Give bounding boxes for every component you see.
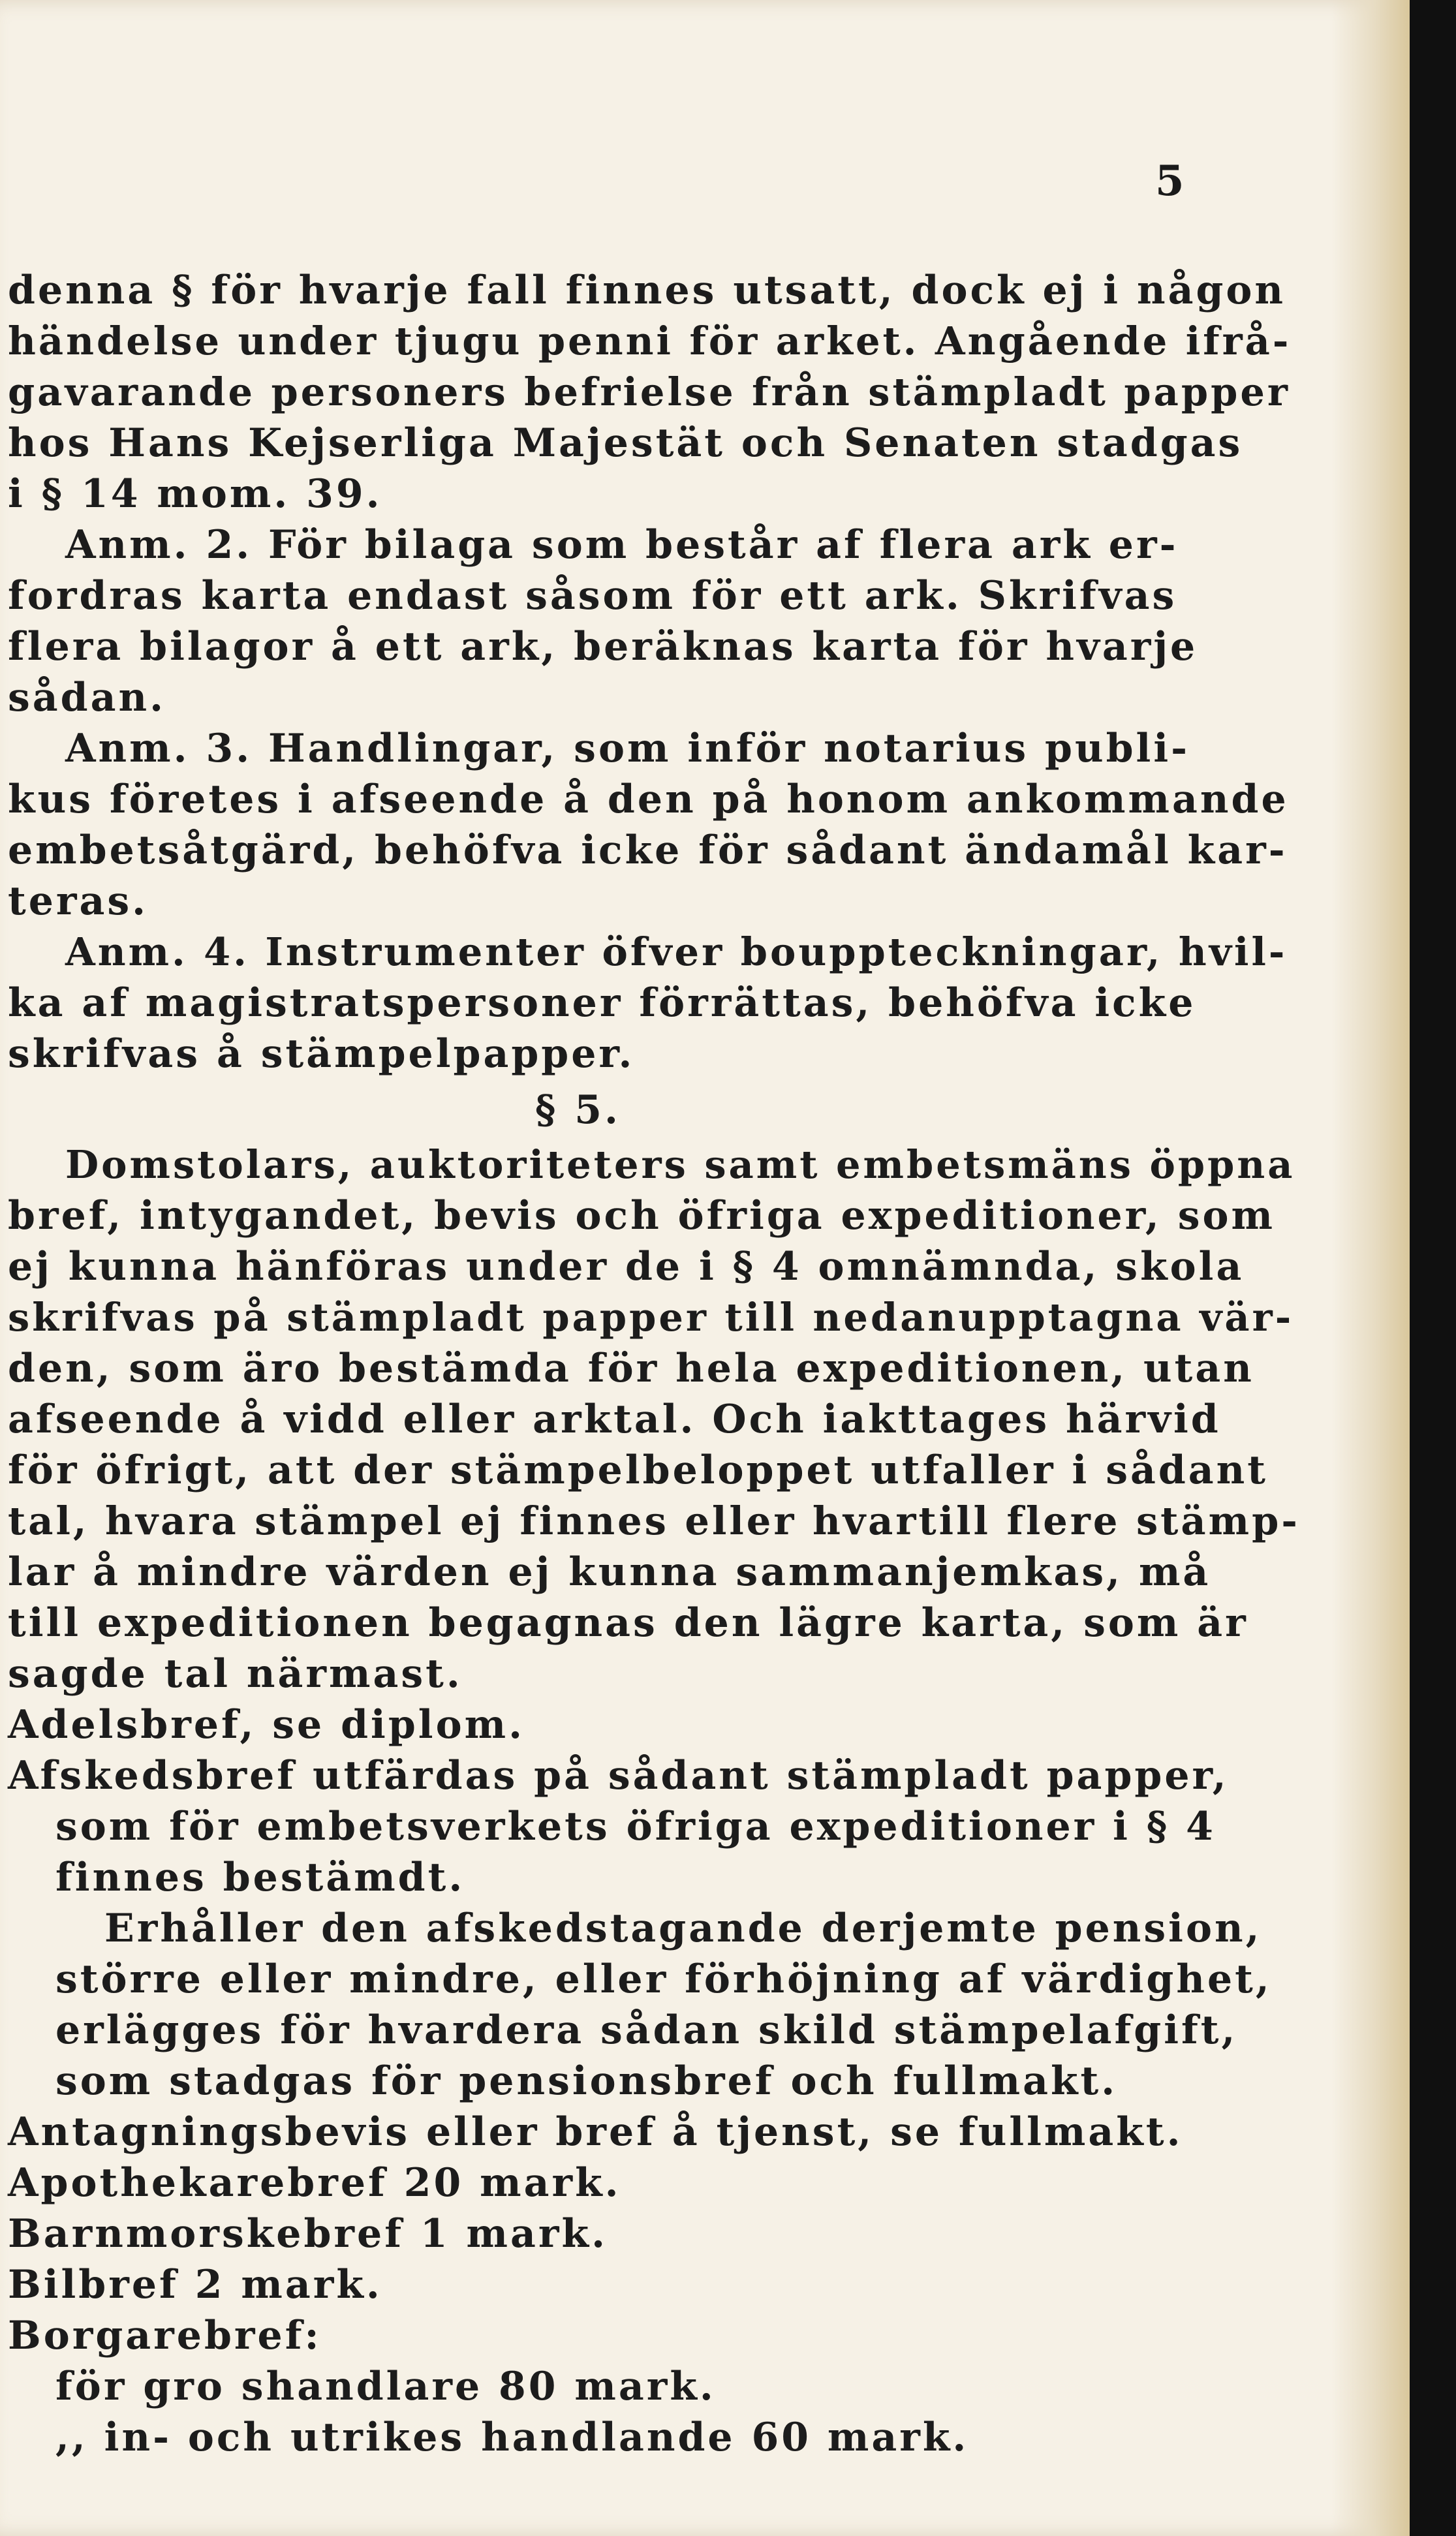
text-line: Anm. 2. För bilaga som består af flera ark er- — [65, 522, 1179, 568]
text-line: i § 14 mom. 39. — [8, 471, 382, 517]
text-line: Adelsbref, se diplom. — [8, 1702, 525, 1748]
text-line: som för embetsverkets öfriga expeditioner i § 4 — [55, 1804, 1216, 1849]
text-line: erlägges för hvardera sådan skild stämpelafgift, — [55, 2007, 1238, 2053]
text-line: sådan. — [8, 675, 166, 720]
text-line: denna § för hvarje fall finnes utsatt, dock ej i någon — [8, 268, 1286, 313]
text-line: ka af magistratspersoner förrättas, behöfva icke — [8, 980, 1196, 1026]
text-line: embetsåtgärd, behöfva icke för sådant ändamål kar- — [8, 827, 1288, 873]
text-line: som stadgas för pensionsbref och fullmakt. — [55, 2058, 1118, 2104]
text-line: Anm. 4. Instrumenter öfver bouppteckningar, hvil- — [65, 929, 1288, 974]
text-line: ej kunna hänföras under de i § 4 omnämnda, skola — [8, 1244, 1245, 1290]
text-line: hos Hans Kejserliga Majestät och Senaten stadgas — [8, 420, 1243, 466]
text-line: bref, intygandet, bevis och öfriga expeditioner, som — [8, 1193, 1275, 1239]
page-edge — [1331, 0, 1410, 2536]
text-line: kus företes i afseende å den på honom ankommande — [8, 777, 1289, 822]
text-line: skrifvas å stämpelpapper. — [8, 1031, 635, 1077]
text-line: sagde tal närmast. — [8, 1651, 463, 1697]
text-line: för gro shandlare 80 mark. — [55, 2364, 716, 2409]
page-number: 5 — [1155, 157, 1185, 206]
text-line: Barnmorskebref 1 mark. — [8, 2211, 608, 2257]
text-line: teras. — [8, 878, 149, 924]
text-line: Antagningsbevis eller bref å tjenst, se fullmakt. — [8, 2109, 1183, 2155]
text-line: Domstolars, auktoriteters samt embetsmäns öppna — [65, 1142, 1295, 1187]
text-line: händelse under tjugu penni för arket. Angående ifrå- — [8, 318, 1292, 363]
text-line: ,, in- och utrikes handlande 60 mark. — [55, 2415, 969, 2460]
text-line: till expeditionen begagnas den lägre karta, som är — [8, 1600, 1248, 1646]
text-line: gavarande personers befrielse från stämpladt papper — [8, 369, 1290, 414]
text-line: Borgarebref: — [8, 2313, 322, 2358]
text-line: Afskedsbref utfärdas på sådant stämpladt papper, — [8, 1753, 1229, 1799]
text-line: Bilbref 2 mark. — [8, 2262, 382, 2308]
text-line: afseende å vidd eller arktal. Och iakttages härvid — [8, 1397, 1221, 1442]
text-line: fordras karta endast såsom för ett ark. Skrifvas — [8, 573, 1177, 619]
text-line: lar å mindre värden ej kunna sammanjemkas, må — [8, 1549, 1211, 1595]
section-heading: § 5. — [535, 1087, 621, 1133]
text-line: tal, hvara stämpel ej finnes eller hvartill flere stämp- — [8, 1498, 1300, 1543]
text-line: finnes bestämdt. — [55, 1855, 465, 1900]
text-line: flera bilagor å ett ark, beräknas karta för hvarje — [8, 624, 1198, 670]
text-line: Anm. 3. Handlingar, som inför notarius publi- — [65, 726, 1190, 771]
text-line: Erhåller den afskedstagande derjemte pension, — [104, 1906, 1262, 1951]
text-line: Apothekarebref 20 mark. — [8, 2160, 621, 2206]
text-line: den, som äro bestämda för hela expeditionen, utan — [8, 1346, 1254, 1391]
text-line: större eller mindre, eller förhöjning af värdighet, — [55, 1956, 1272, 2002]
text-line: skrifvas på stämpladt papper till nedanupptagna vär- — [8, 1295, 1294, 1340]
text-line: för öfrigt, att der stämpelbeloppet utfaller i sådant — [8, 1447, 1269, 1493]
